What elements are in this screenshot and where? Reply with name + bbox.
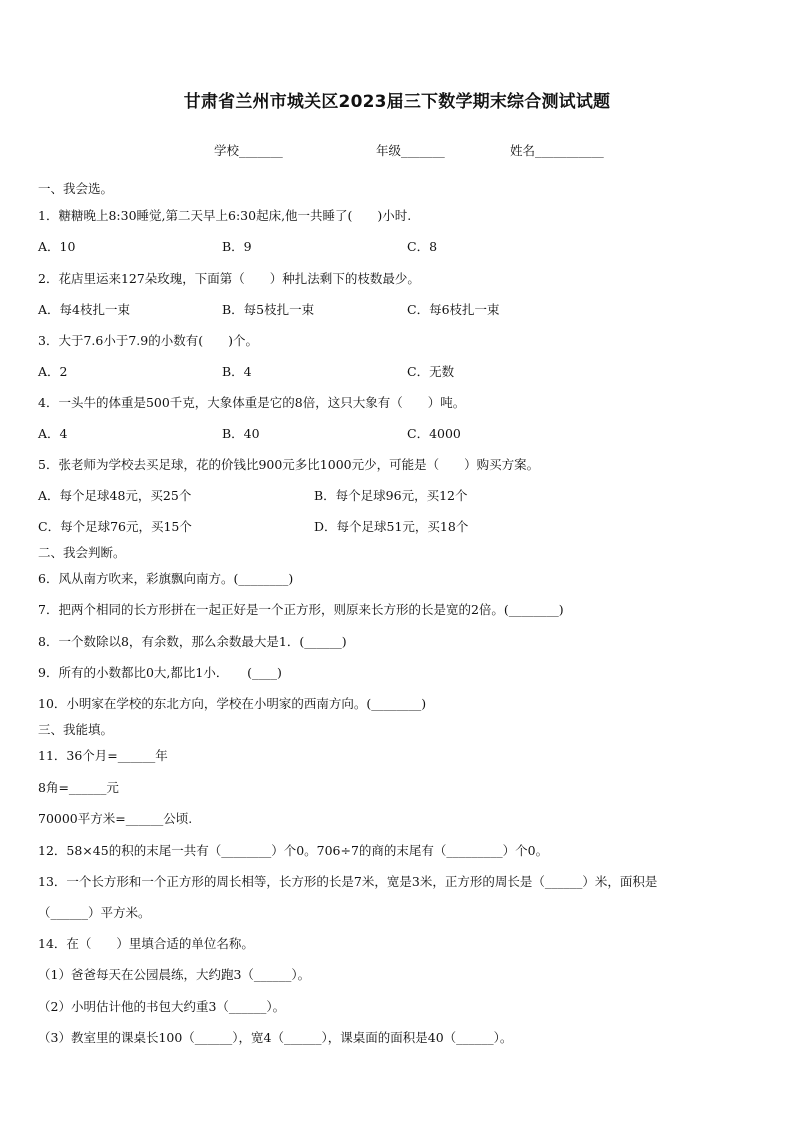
section-heading-3: 三、我能填。	[38, 722, 114, 737]
question-5-option-d: D．每个足球51元，买18个	[314, 519, 469, 534]
question-1-option-b: B．9	[222, 239, 252, 254]
question-2: 2．花店里运来127朵玫瑰，下面第（ ）种扎法剩下的枝数最少。	[38, 271, 420, 286]
question-10: 10．小明家在学校的东北方向，学校在小明家的西南方向。(________)	[38, 696, 427, 711]
question-14-part-2: （2）小明估计他的书包大约重3（______）。	[38, 999, 286, 1014]
grade-field: 年级_______	[376, 143, 445, 158]
question-3: 3．大于7.6小于7.9的小数有( )个。	[38, 333, 258, 348]
section-heading-2: 二、我会判断。	[38, 545, 126, 560]
question-11: 11．36个月=______年	[38, 748, 168, 763]
question-11-part-b: 8角=______元	[38, 780, 119, 795]
question-2-option-b: B．每5枝扎一束	[222, 302, 315, 317]
question-5-option-a: A．每个足球48元，买25个	[38, 488, 192, 503]
question-5: 5．张老师为学校去买足球，花的价钱比900元多比1000元少，可能是（ ）购买方案。	[38, 457, 540, 472]
question-1: 1．糖糖晚上8:30睡觉,第二天早上6:30起床,他一共睡了( )小时.	[38, 208, 412, 223]
question-2-option-c: C．每6枝扎一束	[407, 302, 500, 317]
name-field: 姓名___________	[510, 143, 604, 158]
question-1-option-a: A．10	[38, 239, 76, 254]
question-5-option-b: B．每个足球96元，买12个	[314, 488, 468, 503]
question-8: 8．一个数除以8，有余数，那么余数最大是1．(______)	[38, 634, 347, 649]
question-13: 13．一个长方形和一个正方形的周长相等，长方形的长是7米，宽是3米，正方形的周长是（______）米，面积是	[38, 874, 658, 889]
question-5-option-c: C．每个足球76元，买15个	[38, 519, 192, 534]
question-2-option-a: A．每4枝扎一束	[38, 302, 130, 317]
school-field: 学校_______	[214, 143, 283, 158]
question-3-option-b: B．4	[222, 364, 252, 379]
question-4-option-b: B．40	[222, 426, 260, 441]
question-14: 14．在（ ）里填合适的单位名称。	[38, 936, 254, 951]
question-7: 7．把两个相同的长方形拼在一起正好是一个正方形，则原来长方形的长是宽的2倍。(________)	[38, 602, 564, 617]
question-14-part-3: （3）教室里的课桌长100（______），宽4（______），课桌面的面积是40（______）。	[38, 1030, 513, 1045]
page-title: 甘肃省兰州市城关区2023届三下数学期末综合测试试题	[183, 92, 611, 112]
question-3-option-a: A．2	[38, 364, 68, 379]
question-4-option-c: C．4000	[407, 426, 461, 441]
question-12: 12．58×45的积的末尾一共有（________）个0。706÷7的商的末尾有（_________）个0。	[38, 843, 549, 858]
question-1-option-c: C．8	[407, 239, 438, 254]
question-6: 6．风从南方吹来，彩旗飘向南方。(________)	[38, 571, 294, 586]
question-4-option-a: A．4	[38, 426, 68, 441]
question-4: 4．一头牛的体重是500千克，大象体重是它的8倍，这只大象有（ ）吨。	[38, 395, 466, 410]
section-heading-1: 一、我会选。	[38, 181, 114, 196]
question-14-part-1: （1）爸爸每天在公园晨练，大约跑3（______）。	[38, 967, 311, 982]
question-9: 9．所有的小数都比0大,都比1小． (____)	[38, 665, 282, 680]
question-11-part-c: 70000平方米=______公顷.	[38, 811, 193, 826]
question-3-option-c: C．无数	[407, 364, 455, 379]
question-13-continued: （______）平方米。	[38, 905, 151, 920]
